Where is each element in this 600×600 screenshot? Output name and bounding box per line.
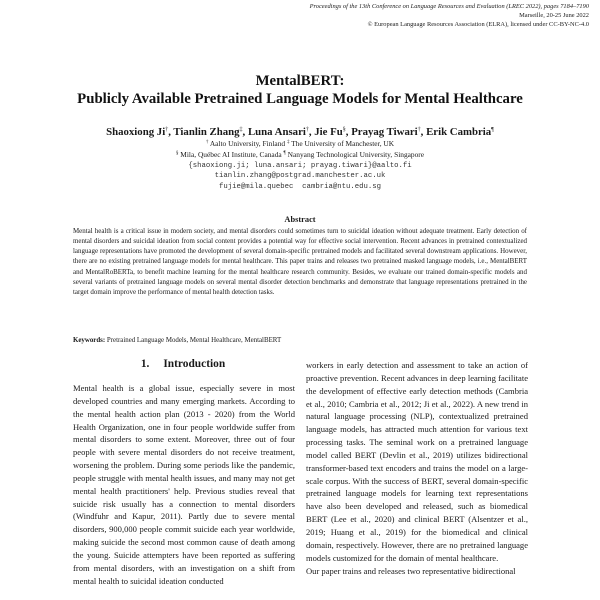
section-number: 1. <box>140 358 150 370</box>
affiliation-line-2: § Mila, Québec AI Institute, Canada ¶ Nanyang Technological University, Singapore <box>175 150 425 159</box>
paper-title <box>0 73 600 108</box>
intro-paragraph: workers in early detection and assessment to take an action of proactive prevention. Recent advances in deep learning facilitate the development of effective early detection methods (Cambria et al., 2010; Cambria et al., 2012; Ji et al., 2022). A new trend in natural language processing (NLP), contextualized pretrained language models, has attracted much attention for various text processing tasks. The seminal work on a pretrained language model called BERT (Devlin et al., 2019) utilizes bidirectional transformer-based text encoders and trains the model on a large-scale corpus. With the success of BERT, several domain-specific pretrained language models for learning text representations have also been developed and released, such as biomedical BERT (Lee et al., 2020) and clinical BERT (Alsentzer et al., 2019; Huang et al., 2019) for the biomedical and clinical domain, respectively. However, there are no pretrained language models customized for the domain of mental healthcare. <box>306 360 528 563</box>
right-column <box>306 359 528 577</box>
abstract-heading: Abstract <box>284 215 316 224</box>
affiliation: The University of Manchester, UK <box>291 139 395 148</box>
proceedings-line: Proceedings of the 13th Conference on Language Resources and Evaluation (LREC 2022), pages 7184–7190 <box>309 3 589 10</box>
email-line: {shaoxiong.ji; luna.ansari; prayag.tiwari}@aalto.fi <box>188 162 412 170</box>
keywords-label: Keywords: <box>73 337 106 344</box>
keywords-list: Pretrained Language Models, Mental Healthcare, MentalBERT <box>106 337 282 344</box>
author: Jie Fu§ <box>314 126 346 138</box>
author: Tianlin Zhang‡ <box>173 126 243 138</box>
author: Shaoxiong Ji† <box>106 126 169 138</box>
intro-paragraph: Mental health is a global issue, especially severe in most developed countries and many emerging markets. According to the mental health action plan (2013 - 2020) from the World Health Organization, one in four people worldwide suffer from mental disorders to some extent. Moreover, three out of four people with severe mental disorders do not receive treatment, worsening the problem. During some periods like the pandemic, people struggle with mental health issues, and many may not get mental health practitioners' help. Previous studies reveal that suicide risk usually has a connection to mental disorders (Windfuhr and Kapur, 2011). Partly due to severe mental disorders, 900,000 people commit suicide each year worldwide, making suicide the second most common cause of death among the young. Suicide attempters have been reported as suffering from mental disorders, with an investigation on a shift from mental health to suicidal ideation conducted <box>73 383 295 586</box>
section-heading-introduction <box>73 358 293 370</box>
email-line: fujie@mila.quebec cambria@ntu.edu.sg <box>218 182 382 191</box>
author: Luna Ansari† <box>247 126 309 138</box>
email-line: tianlin.zhang@postgrad.manchester.ac.uk <box>214 172 386 181</box>
affiliation-line-1: † Aalto University, Finland ‡ The University of Manchester, UK <box>205 139 395 148</box>
keywords <box>73 336 527 345</box>
left-column <box>73 382 295 588</box>
author: Prayag Tiwari† <box>351 126 421 138</box>
affiliation: Nanyang Technological University, Singapore <box>287 150 425 159</box>
location-date: Marseille, 20-25 June 2022 <box>519 12 589 20</box>
author: Erik Cambria¶ <box>426 126 494 138</box>
copyright-line: © European Language Resources Association (ELRA), licensed under CC-BY-NC-4.0 <box>367 21 589 29</box>
author-list: Shaoxiong Ji†, Tianlin Zhang‡, Luna Ansari†, Jie Fu§, Prayag Tiwari†, Erik Cambria¶ <box>106 126 494 138</box>
author-emails <box>0 161 600 192</box>
section-title: Introduction <box>163 358 226 370</box>
affiliation: Mila, Québec AI Institute, Canada <box>180 150 282 159</box>
title-line-1: MentalBERT: <box>255 73 345 89</box>
abstract-text: Mental health is a critical issue in modern society, and mental disorders could sometimes turn to suicidal ideation without adequate treatment. Early detection of mental disorders and suicidal ideation from social content provides a potential way for effective social intervention. Recent advances in pretrained contextualized language representations have promoted the development of several domain-specific pretrained models and facilitated several downstream applications. However, there are no existing pretrained language models for mental healthcare. This paper trains and releases two pretrained masked language models, i.e., MentalBERT and MentalRoBERTa, to benefit machine learning for the mental healthcare research community. Besides, we evaluate our trained domain-specific models and several variants of pretrained language models on several mental disorder detection benchmarks and demonstrate that language representations pretrained in the target domain improve the performance of mental health detection tasks. <box>73 227 527 296</box>
intro-paragraph: Our paper trains and releases two representative bidirectional <box>306 565 516 576</box>
affiliation: Aalto University, Finland <box>209 139 286 148</box>
title-line-2: Publicly Available Pretrained Language Models for Mental Healthcare <box>77 90 523 107</box>
proceedings-header <box>310 2 589 30</box>
